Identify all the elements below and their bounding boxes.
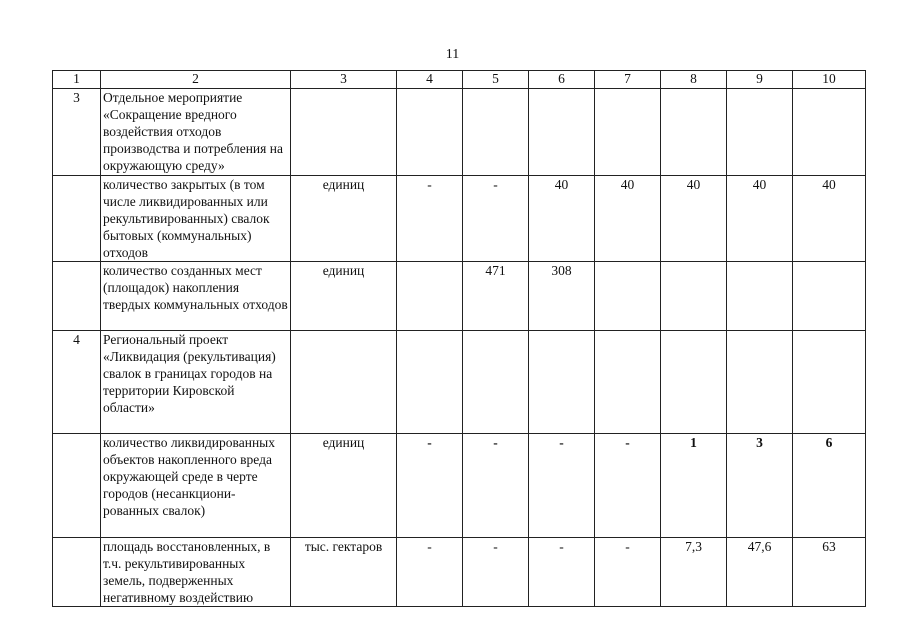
row-unit	[291, 331, 397, 434]
indicators-table	[52, 70, 866, 607]
row-number	[53, 434, 101, 538]
value-cell: -	[595, 538, 661, 607]
page-number: 11	[445, 47, 460, 62]
row-unit: единиц	[291, 176, 397, 262]
value-cell: 6	[793, 434, 866, 538]
header-cell: 10	[793, 71, 866, 89]
header-cell: 1	[53, 71, 101, 89]
value-cell: -	[529, 434, 595, 538]
row-name: Отдельное мероприятие «Сокращение вредного воздействия отходов производства и потребления на окружающую среду»	[101, 89, 291, 176]
value-cell	[595, 262, 661, 331]
row-unit: единиц	[291, 262, 397, 331]
row-unit: тыс. гектаров	[291, 538, 397, 607]
value-cell	[397, 262, 463, 331]
header-cell: 2	[101, 71, 291, 89]
value-cell	[727, 262, 793, 331]
value-cell: 7,3	[661, 538, 727, 607]
value-cell	[793, 262, 866, 331]
value-cell	[793, 89, 866, 176]
value-cell: 40	[661, 176, 727, 262]
header-cell: 6	[529, 71, 595, 89]
row-name: количество ликвидированных объектов накопленного вреда окружающей среде в черте городов (несанкциони-рованных свалок)	[101, 434, 291, 538]
row-number: 4	[53, 331, 101, 434]
row-name: количество закрытых (в том числе ликвидированных или рекультивированных) свалок бытовых (коммунальных) отходов	[101, 176, 291, 262]
table-row	[53, 176, 866, 262]
value-cell: 308	[529, 262, 595, 331]
table-row	[53, 538, 866, 607]
row-number	[53, 538, 101, 607]
value-cell: 3	[727, 434, 793, 538]
value-cell	[529, 331, 595, 434]
table-row	[53, 434, 866, 538]
value-cell: 471	[463, 262, 529, 331]
value-cell: -	[397, 538, 463, 607]
value-cell	[727, 89, 793, 176]
value-cell	[661, 89, 727, 176]
value-cell	[397, 89, 463, 176]
value-cell: 40	[727, 176, 793, 262]
value-cell	[397, 331, 463, 434]
table-row	[53, 331, 866, 434]
value-cell: 40	[529, 176, 595, 262]
value-cell: -	[595, 434, 661, 538]
value-cell	[595, 331, 661, 434]
row-name: площадь восстановленных, в т.ч. рекультивированных земель, подверженных негативному воздействию	[101, 538, 291, 607]
row-number	[53, 176, 101, 262]
value-cell: -	[397, 176, 463, 262]
value-cell	[529, 89, 595, 176]
value-cell	[793, 331, 866, 434]
table-body	[53, 71, 866, 607]
value-cell	[661, 262, 727, 331]
row-number	[53, 262, 101, 331]
value-cell: -	[529, 538, 595, 607]
value-cell: -	[463, 176, 529, 262]
header-cell: 8	[661, 71, 727, 89]
value-cell: 40	[595, 176, 661, 262]
value-cell	[661, 331, 727, 434]
table-row	[53, 89, 866, 176]
value-cell: 63	[793, 538, 866, 607]
value-cell: -	[463, 434, 529, 538]
value-cell: 40	[793, 176, 866, 262]
header-cell: 3	[291, 71, 397, 89]
value-cell: 47,6	[727, 538, 793, 607]
header-cell: 9	[727, 71, 793, 89]
table-row	[53, 262, 866, 331]
value-cell	[727, 331, 793, 434]
row-unit: единиц	[291, 434, 397, 538]
value-cell	[595, 89, 661, 176]
row-name: количество созданных мест (площадок) накопления твердых коммунальных отходов	[101, 262, 291, 331]
header-cell: 5	[463, 71, 529, 89]
value-cell: 1	[661, 434, 727, 538]
row-number: 3	[53, 89, 101, 176]
value-cell	[463, 331, 529, 434]
row-unit	[291, 89, 397, 176]
value-cell	[463, 89, 529, 176]
header-cell: 7	[595, 71, 661, 89]
value-cell: -	[463, 538, 529, 607]
value-cell: -	[397, 434, 463, 538]
header-cell: 4	[397, 71, 463, 89]
row-name: Региональный проект «Ликвидация (рекультивация) свалок в границах городов на территории Кировской области»	[101, 331, 291, 434]
table-header-row	[53, 71, 866, 89]
